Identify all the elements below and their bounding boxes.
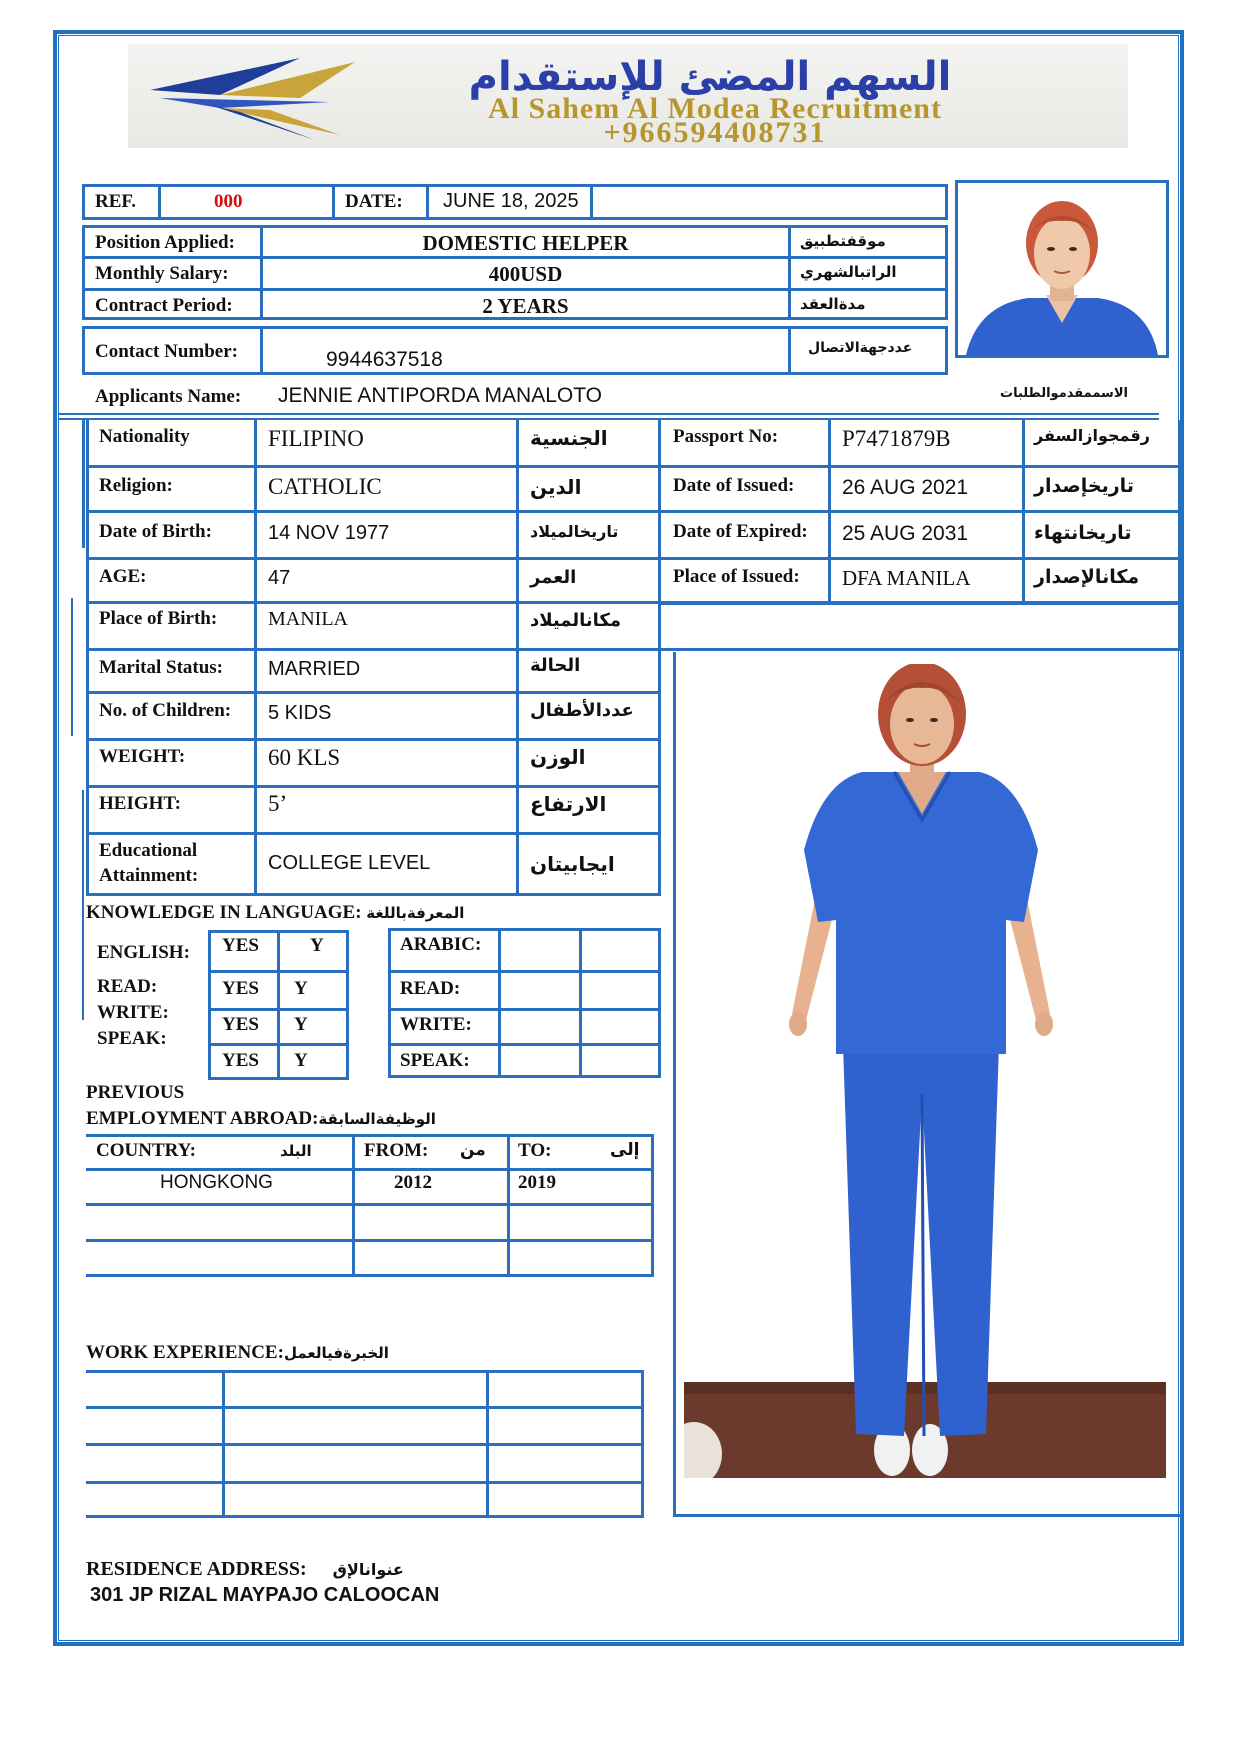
salary-value: 400USD bbox=[488, 262, 563, 286]
english-write-y: Y bbox=[294, 1014, 308, 1035]
arabic-speak-label: SPEAK: bbox=[400, 1050, 470, 1071]
weight-label: WEIGHT: bbox=[99, 746, 186, 767]
country-header: COUNTRY: bbox=[96, 1140, 196, 1161]
nationality-label: Nationality bbox=[99, 426, 190, 447]
language-write-label: WRITE: bbox=[97, 1002, 169, 1023]
weight-arabic: الوزن bbox=[530, 745, 586, 769]
date-label: DATE: bbox=[345, 191, 403, 212]
english-y: Y bbox=[310, 935, 324, 956]
religion-label: Religion: bbox=[99, 475, 173, 496]
marital-arabic: الحالة bbox=[530, 655, 581, 676]
pob-arabic: مكانالميلاد bbox=[530, 610, 621, 631]
contact-arabic: عددجهةالاتصال bbox=[808, 340, 913, 356]
arabic-read-label: READ: bbox=[400, 978, 461, 999]
english-write-yes: YES bbox=[222, 1014, 259, 1035]
ref-label: REF. bbox=[95, 191, 137, 212]
margin-accent bbox=[82, 790, 84, 1020]
arabic-write-label: WRITE: bbox=[400, 1014, 472, 1035]
passport-no-arabic: رقمجوازالسفر bbox=[1034, 426, 1150, 445]
applicant-label: Applicants Name: bbox=[95, 386, 242, 407]
children-label: No. of Children: bbox=[99, 700, 232, 721]
company-arabic-name: السهم المضئ للإستقدام bbox=[468, 54, 952, 100]
age-value: 47 bbox=[268, 567, 291, 589]
salary-label: Monthly Salary: bbox=[95, 263, 229, 284]
passport-no-label: Passport No: bbox=[673, 426, 779, 447]
marital-value: MARRIED bbox=[268, 658, 361, 680]
from-header: FROM: bbox=[364, 1140, 429, 1161]
work-title: WORK EXPERIENCE:الخبرةفيالعمل bbox=[86, 1342, 389, 1363]
education-label: Educational Attainment: bbox=[99, 840, 199, 886]
portrait-photo bbox=[958, 183, 1166, 355]
issue-place-arabic: مكانالإصدار bbox=[1034, 566, 1140, 588]
issue-place-label: Place of Issued: bbox=[673, 566, 800, 587]
pob-value: MANILA bbox=[268, 608, 348, 630]
margin-accent bbox=[71, 598, 73, 736]
position-value: DOMESTIC HELPER bbox=[422, 231, 629, 255]
arabic-label: ARABIC: bbox=[400, 934, 482, 955]
issue-date-label: Date of Issued: bbox=[673, 475, 795, 496]
address-label: RESIDENCE ADDRESS: عنوانالإق bbox=[86, 1558, 404, 1580]
children-arabic: عددالأطفال bbox=[530, 700, 634, 721]
nationality-arabic: الجنسية bbox=[530, 426, 608, 450]
employment-country: HONGKONG bbox=[160, 1172, 273, 1193]
religion-arabic: الدين bbox=[530, 475, 582, 499]
children-value: 5 KIDS bbox=[268, 702, 332, 724]
address-value: 301 JP RIZAL MAYPAJO CALOOCAN bbox=[90, 1584, 440, 1606]
height-label: HEIGHT: bbox=[99, 793, 181, 814]
margin-accent bbox=[82, 420, 85, 548]
english-read-yes: YES bbox=[222, 978, 259, 999]
expiry-date-label: Date of Expired: bbox=[673, 521, 808, 542]
dob-value: 14 NOV 1977 bbox=[268, 522, 390, 544]
english-label: ENGLISH: bbox=[97, 942, 190, 963]
applicant-value: JENNIE ANTIPORDA MANALOTO bbox=[278, 384, 603, 407]
language-speak-label: SPEAK: bbox=[97, 1028, 167, 1049]
contact-label: Contact Number: bbox=[95, 341, 239, 362]
nationality-value: FILIPINO bbox=[268, 426, 364, 451]
company-logo-icon bbox=[150, 50, 360, 145]
company-english-name: Al Sahem Al Modea Recruitment bbox=[488, 92, 942, 125]
date-value: JUNE 18, 2025 bbox=[443, 190, 579, 212]
employment-title-line1: PREVIOUS bbox=[86, 1082, 185, 1103]
to-header: TO: bbox=[518, 1140, 552, 1161]
dob-arabic: تاريخالميلاد bbox=[530, 522, 619, 541]
weight-value: 60 KLS bbox=[268, 745, 341, 770]
contract-label: Contract Period: bbox=[95, 295, 233, 316]
issue-date-value: 26 AUG 2021 bbox=[842, 476, 969, 499]
contract-value: 2 YEARS bbox=[482, 294, 569, 318]
ref-value: 000 bbox=[214, 191, 243, 212]
marital-label: Marital Status: bbox=[99, 657, 224, 678]
education-arabic: ايجابيتان bbox=[530, 852, 615, 876]
language-title: KNOWLEDGE IN LANGUAGE: المعرفةباللغة bbox=[86, 902, 465, 923]
employment-title-line2: EMPLOYMENT ABROAD:الوظيفةالسابقة bbox=[86, 1108, 436, 1129]
age-label: AGE: bbox=[99, 566, 147, 587]
contract-arabic: مدةالعقد bbox=[800, 295, 866, 313]
portrait-photo-frame bbox=[955, 180, 1169, 358]
english-read-y: Y bbox=[294, 978, 308, 999]
language-read-label: READ: bbox=[97, 976, 158, 997]
employment-from: 2012 bbox=[394, 1172, 432, 1193]
english-speak-y: Y bbox=[294, 1050, 308, 1071]
contact-value: 9944637518 bbox=[326, 348, 443, 371]
salary-arabic: الراتبالشهري bbox=[800, 263, 897, 281]
english-yes: YES bbox=[222, 935, 259, 956]
from-header-arabic: من bbox=[460, 1140, 486, 1160]
height-arabic: الارتفاع bbox=[530, 792, 607, 816]
country-header-arabic: البلد bbox=[280, 1142, 312, 1160]
education-value: COLLEGE LEVEL bbox=[268, 852, 431, 874]
religion-value: CATHOLIC bbox=[268, 474, 382, 499]
expiry-date-value: 25 AUG 2031 bbox=[842, 522, 969, 545]
position-arabic: موقفتطبيق bbox=[800, 232, 886, 250]
issue-date-arabic: تاريخإصدار bbox=[1034, 475, 1134, 497]
height-value: 5’ bbox=[268, 791, 288, 816]
dob-label: Date of Birth: bbox=[99, 521, 212, 542]
english-speak-yes: YES bbox=[222, 1050, 259, 1071]
applicant-arabic: الاسممقدموالطلبات bbox=[1000, 386, 1128, 401]
full-body-photo bbox=[684, 664, 1166, 1478]
expiry-date-arabic: تاريخانتهاء bbox=[1034, 522, 1132, 544]
employment-to: 2019 bbox=[518, 1172, 556, 1193]
issue-place-value: DFA MANILA bbox=[842, 566, 971, 590]
to-header-arabic: إلى bbox=[610, 1140, 640, 1160]
position-label: Position Applied: bbox=[95, 232, 235, 253]
pob-label: Place of Birth: bbox=[99, 608, 218, 629]
company-phone: +966594408731 bbox=[603, 116, 827, 149]
age-arabic: العمر bbox=[530, 567, 577, 588]
passport-no-value: P7471879B bbox=[842, 426, 951, 451]
